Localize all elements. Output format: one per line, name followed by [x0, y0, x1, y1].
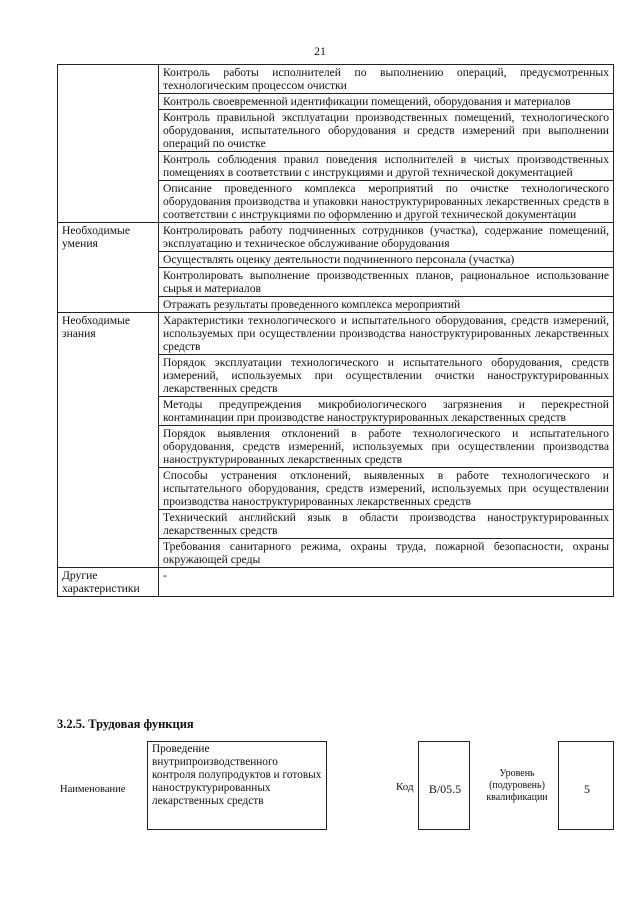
item-cell: Контролировать выполнение производственных планов, рациональное использование сырья и материалов	[159, 268, 614, 297]
item-cell: Контролировать работу подчиненных сотрудников (участка), содержание помещений, эксплуатацию и техническое обслуживание оборудования	[159, 223, 614, 252]
code-box	[418, 741, 470, 830]
item-cell: Отражать результаты проведенного комплекса мероприятий	[159, 297, 614, 313]
section-title: 3.2.5. Трудовая функция	[57, 717, 194, 731]
item-cell: Порядок эксплуатации технологического и испытательного оборудования, средств измерений, используемых при осуществлении очистки наноструктурированных лекарственных средств	[159, 355, 614, 397]
category-cell	[58, 65, 159, 223]
table-row	[58, 65, 614, 94]
table-row	[58, 313, 614, 355]
category-cell: Необходимые умения	[58, 223, 159, 313]
item-cell: Осуществлять оценку деятельности подчиненного персонала (участка)	[159, 252, 614, 268]
item-cell: Контроль правильной эксплуатации производственных помещений, технологического оборудования, испытательного оборудования и средств измерений при выполнении операций по очистке	[159, 110, 614, 152]
item-cell: Порядок выявления отклонений в работе технологического и испытательного оборудования, средств измерений, используемых при осуществлении производства наноструктурированных лекарственных средств	[159, 426, 614, 468]
category-cell: Необходимые знания	[58, 313, 159, 568]
item-cell: Контроль соблюдения правил поведения исполнителей в чистых производственных помещениях в соответствии с инструкциями и другой технической документацией	[159, 152, 614, 181]
item-cell: Технический английский язык в области производства наноструктурированных лекарственных средств	[159, 510, 614, 539]
table-row	[58, 568, 614, 597]
requirements-table-body	[58, 65, 614, 597]
name-label: Наименование	[60, 784, 126, 795]
code-label: Код	[396, 781, 414, 793]
item-cell: Контроль работы исполнителей по выполнению операций, предусмотренных технологическим процессом очистки	[159, 65, 614, 94]
item-cell: -	[159, 568, 614, 597]
code-value: B/05.5	[428, 782, 462, 796]
table-row	[58, 223, 614, 252]
level-label: Уровень (подуровень) квалификации	[486, 768, 548, 803]
function-name-box: Проведение внутрипроизводственного контроля полупродуктов и готовых наноструктурированных лекарственных средств	[147, 741, 327, 830]
item-cell: Требования санитарного режима, охраны труда, пожарной безопасности, охраны окружающей среды	[159, 539, 614, 568]
item-cell: Методы предупреждения микробиологического загрязнения и перекрестной контаминации при производстве наноструктурированных лекарственных средств	[159, 397, 614, 426]
item-cell: Способы устранения отклонений, выявленных в работе технологического и испытательного оборудования, средств измерений, используемых при осуществлении производства наноструктурированных лекарственных средств	[159, 468, 614, 510]
page-number: 21	[314, 44, 326, 58]
category-cell: Другие характеристики	[58, 568, 159, 597]
requirements-table	[57, 64, 614, 597]
level-value: 5	[584, 782, 590, 796]
item-cell: Описание проведенного комплекса мероприятий по очистке технологического оборудования производства и упаковки наноструктурированных лекарственных средств в соответствии с инструкциями по оформлению и другой технической документации	[159, 181, 614, 223]
item-cell: Характеристики технологического и испытательного оборудования, средств измерений, используемых при осуществлении производства наноструктурированных лекарственных средств	[159, 313, 614, 355]
level-box	[558, 741, 614, 830]
item-cell: Контроль своевременной идентификации помещений, оборудования и материалов	[159, 94, 614, 110]
